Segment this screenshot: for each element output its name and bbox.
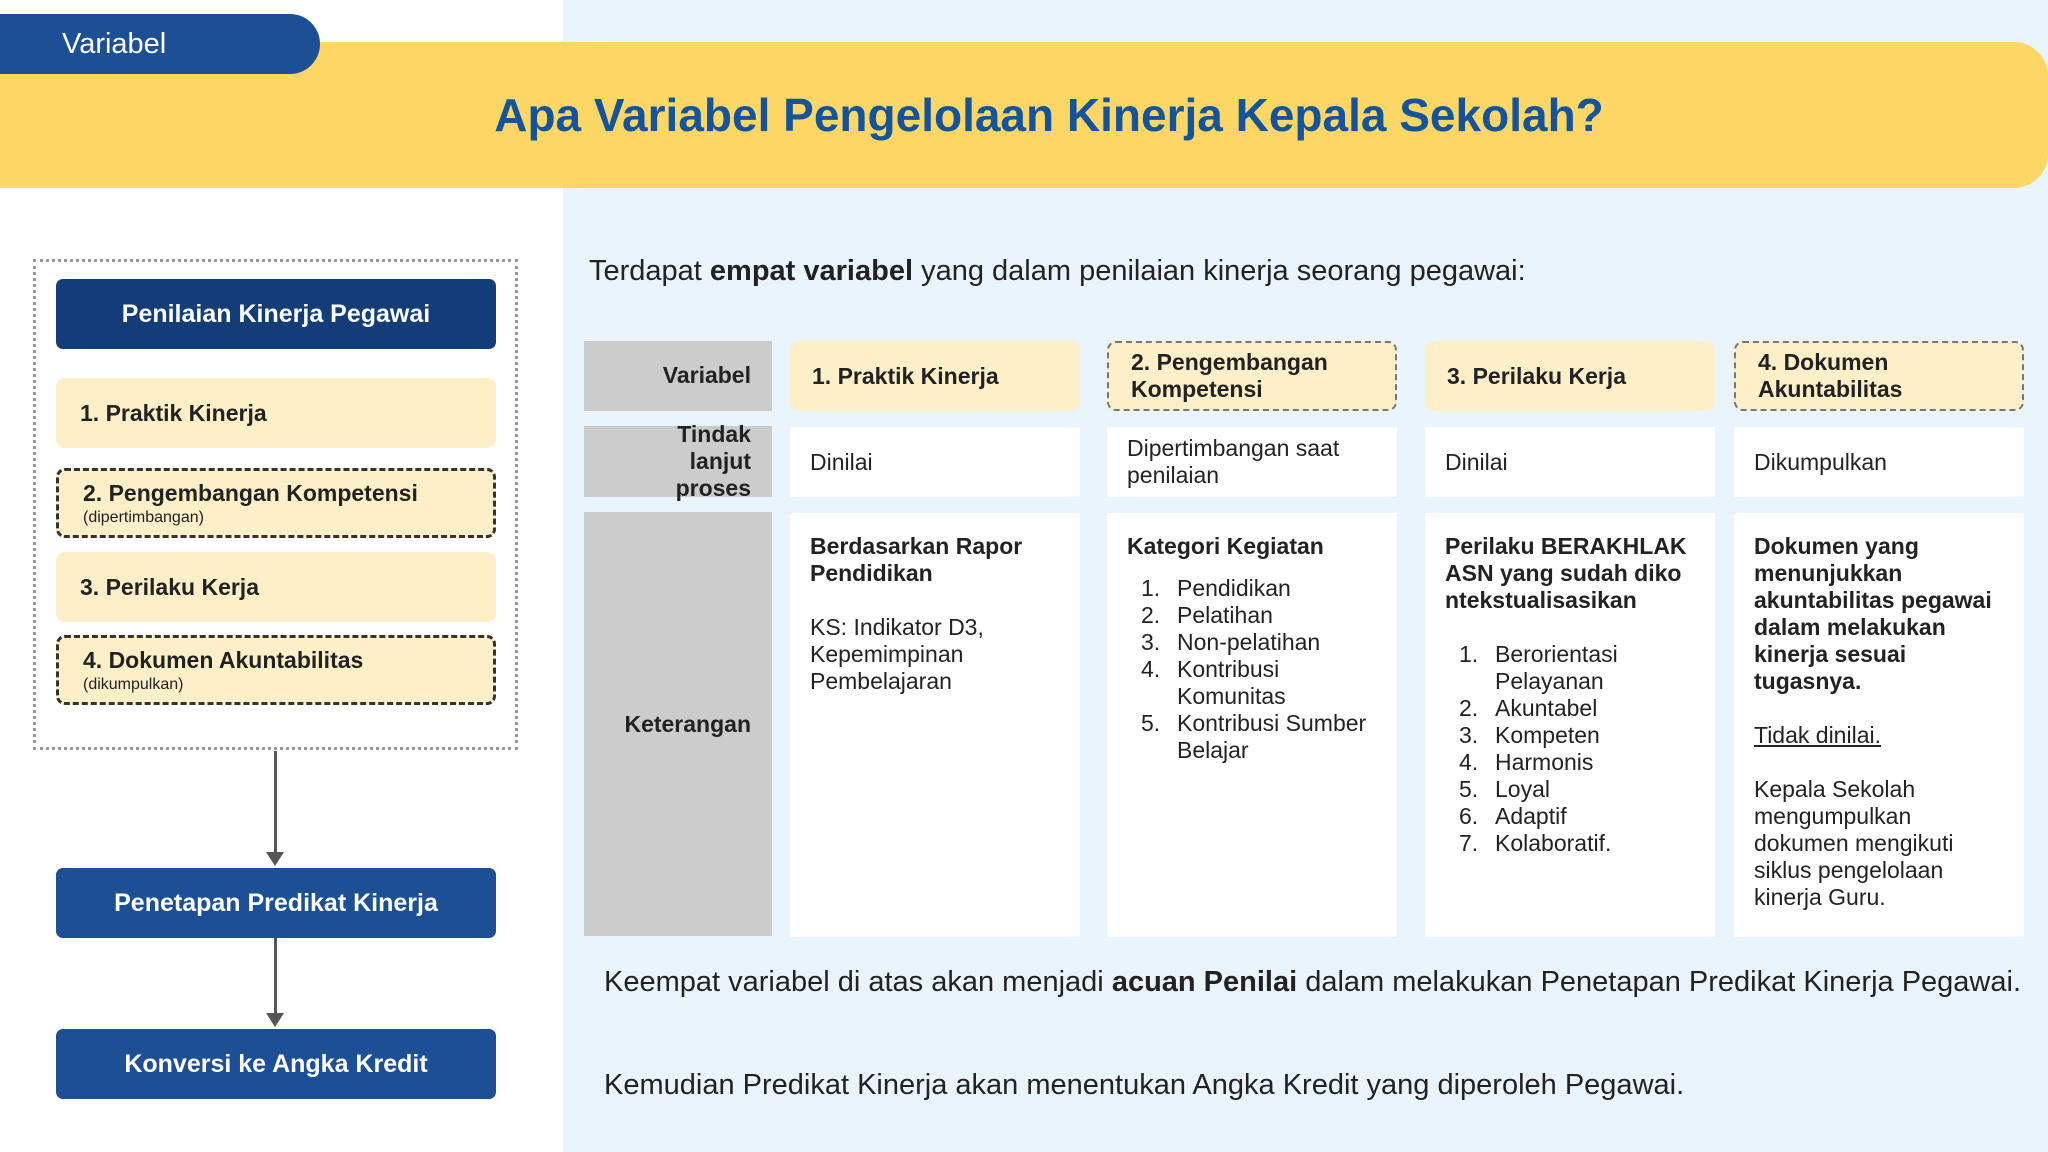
keterangan-title: Kategori Kegiatan <box>1127 533 1324 559</box>
intro-text <box>589 255 1526 288</box>
list-item: 3. Non-pelatihan <box>1141 629 1321 655</box>
intro-pre: Terdapat <box>589 255 710 287</box>
header-perilaku-kerja: 3. Perilaku Kerja <box>1425 341 1715 411</box>
flow-item-dokumen-akuntabilitas <box>56 635 496 705</box>
row-label-tindak: Tindak lanjut proses <box>675 421 751 501</box>
flow-box-penetapan: Penetapan Predikat Kinerja <box>56 868 496 938</box>
flow-item-label: 2. Pengembangan Kompetensi <box>83 479 418 506</box>
cell-tindak-1: Dinilai <box>790 427 1080 497</box>
intro-bold: empat variabel <box>709 255 914 287</box>
flow-item-sub: (dikumpulkan) <box>83 675 184 693</box>
flow-item-pengembangan-kompetensi <box>56 468 496 538</box>
keterangan-text: Kepala Sekolah mengumpulkan dokumen mengikuti siklus pengelolaan kinerja Guru. <box>1754 776 1954 910</box>
cell-tindak-4: Dikumpulkan <box>1734 427 2024 497</box>
cell-keterangan-4 <box>1734 513 2024 937</box>
keterangan-text: KS: Indikator D3, Kepemimpinan Pembelajaran <box>810 614 984 694</box>
list-item: 6. Adaptif <box>1459 803 1567 829</box>
keterangan-title: Dokumen yang menunjukkan akuntabilitas pegawai dalam melakukan kinerja sesuai tugasnya. <box>1754 533 1992 694</box>
header-dokumen-akuntabilitas: 4. Dokumen Akuntabilitas <box>1734 341 2024 411</box>
row-label-variabel: Variabel <box>662 362 751 388</box>
cell-tindak-2: Dipertimbangan saat penilaian <box>1107 427 1397 497</box>
arrow-down-icon <box>266 1013 284 1027</box>
flow-item-sub: (dipertimbangan) <box>83 508 204 526</box>
header-pengembangan-kompetensi: 2. Pengembangan Kompetensi <box>1107 341 1397 411</box>
cell-keterangan-2 <box>1107 513 1397 937</box>
list-item: 4. Harmonis <box>1459 749 1594 775</box>
flow-item-perilaku-kerja <box>56 552 496 622</box>
list-item: 2. Akuntabel <box>1459 695 1598 721</box>
section-tag: Variabel <box>0 14 320 74</box>
header-praktik-kinerja: 1. Praktik Kinerja <box>790 341 1080 411</box>
flow-item-label: 3. Perilaku Kerja <box>80 573 259 600</box>
page-title: Apa Variabel Pengelolaan Kinerja Kepala Sekolah? <box>494 89 1604 141</box>
keterangan-title: Berdasarkan Rapor Pendidikan <box>810 533 1023 586</box>
list-item: 4. Kontribusi Komunitas <box>1141 656 1286 709</box>
berakhlak-list <box>1445 641 1695 857</box>
list-item: 3. Kompeten <box>1459 722 1600 748</box>
cell-keterangan-3 <box>1425 513 1715 937</box>
footer-post: dalam melakukan Penetapan Predikat Kinerja Pegawai. <box>1297 966 2021 998</box>
cell-tindak-3: Dinilai <box>1425 427 1715 497</box>
list-item: 5. Kontribusi Sumber Belajar <box>1141 710 1367 763</box>
footer-paragraph-2: Kemudian Predikat Kinerja akan menentukan Angka Kredit yang diperoleh Pegawai. <box>604 1069 1685 1101</box>
list-item: 1. Pendidikan <box>1141 575 1291 601</box>
flow-connector <box>274 938 277 1014</box>
not-assessed-note: Tidak dinilai. <box>1754 722 1881 748</box>
flow-connector <box>274 751 277 854</box>
flow-box-penilaian: Penilaian Kinerja Pegawai <box>56 279 496 349</box>
list-item: 7. Kolaboratif. <box>1459 830 1612 856</box>
arrow-down-icon <box>266 852 284 866</box>
footer-pre: Keempat variabel di atas akan menjadi <box>604 966 1112 998</box>
intro-post: yang dalam penilaian kinerja seorang pegawai: <box>913 255 1526 287</box>
flow-item-label: 1. Praktik Kinerja <box>80 399 267 426</box>
list-item: 5. Loyal <box>1459 776 1550 802</box>
footer-paragraph-1 <box>604 965 2024 999</box>
flow-box-konversi: Konversi ke Angka Kredit <box>56 1029 496 1099</box>
cell-keterangan-1 <box>790 513 1080 937</box>
keterangan-title: Perilaku BERAKHLAK ASN yang sudah dikontekstualisasikan <box>1445 533 1687 613</box>
list-item: 2. Pelatihan <box>1141 602 1273 628</box>
footer-bold: acuan Penilai <box>1111 966 1298 998</box>
activity-category-list <box>1127 575 1377 764</box>
flow-item-label: 4. Dokumen Akuntabilitas <box>83 646 364 673</box>
list-item: 1. Berorientasi Pelayanan <box>1459 641 1618 694</box>
row-label-keterangan: Keterangan <box>624 711 751 737</box>
flow-item-praktik-kinerja <box>56 378 496 448</box>
